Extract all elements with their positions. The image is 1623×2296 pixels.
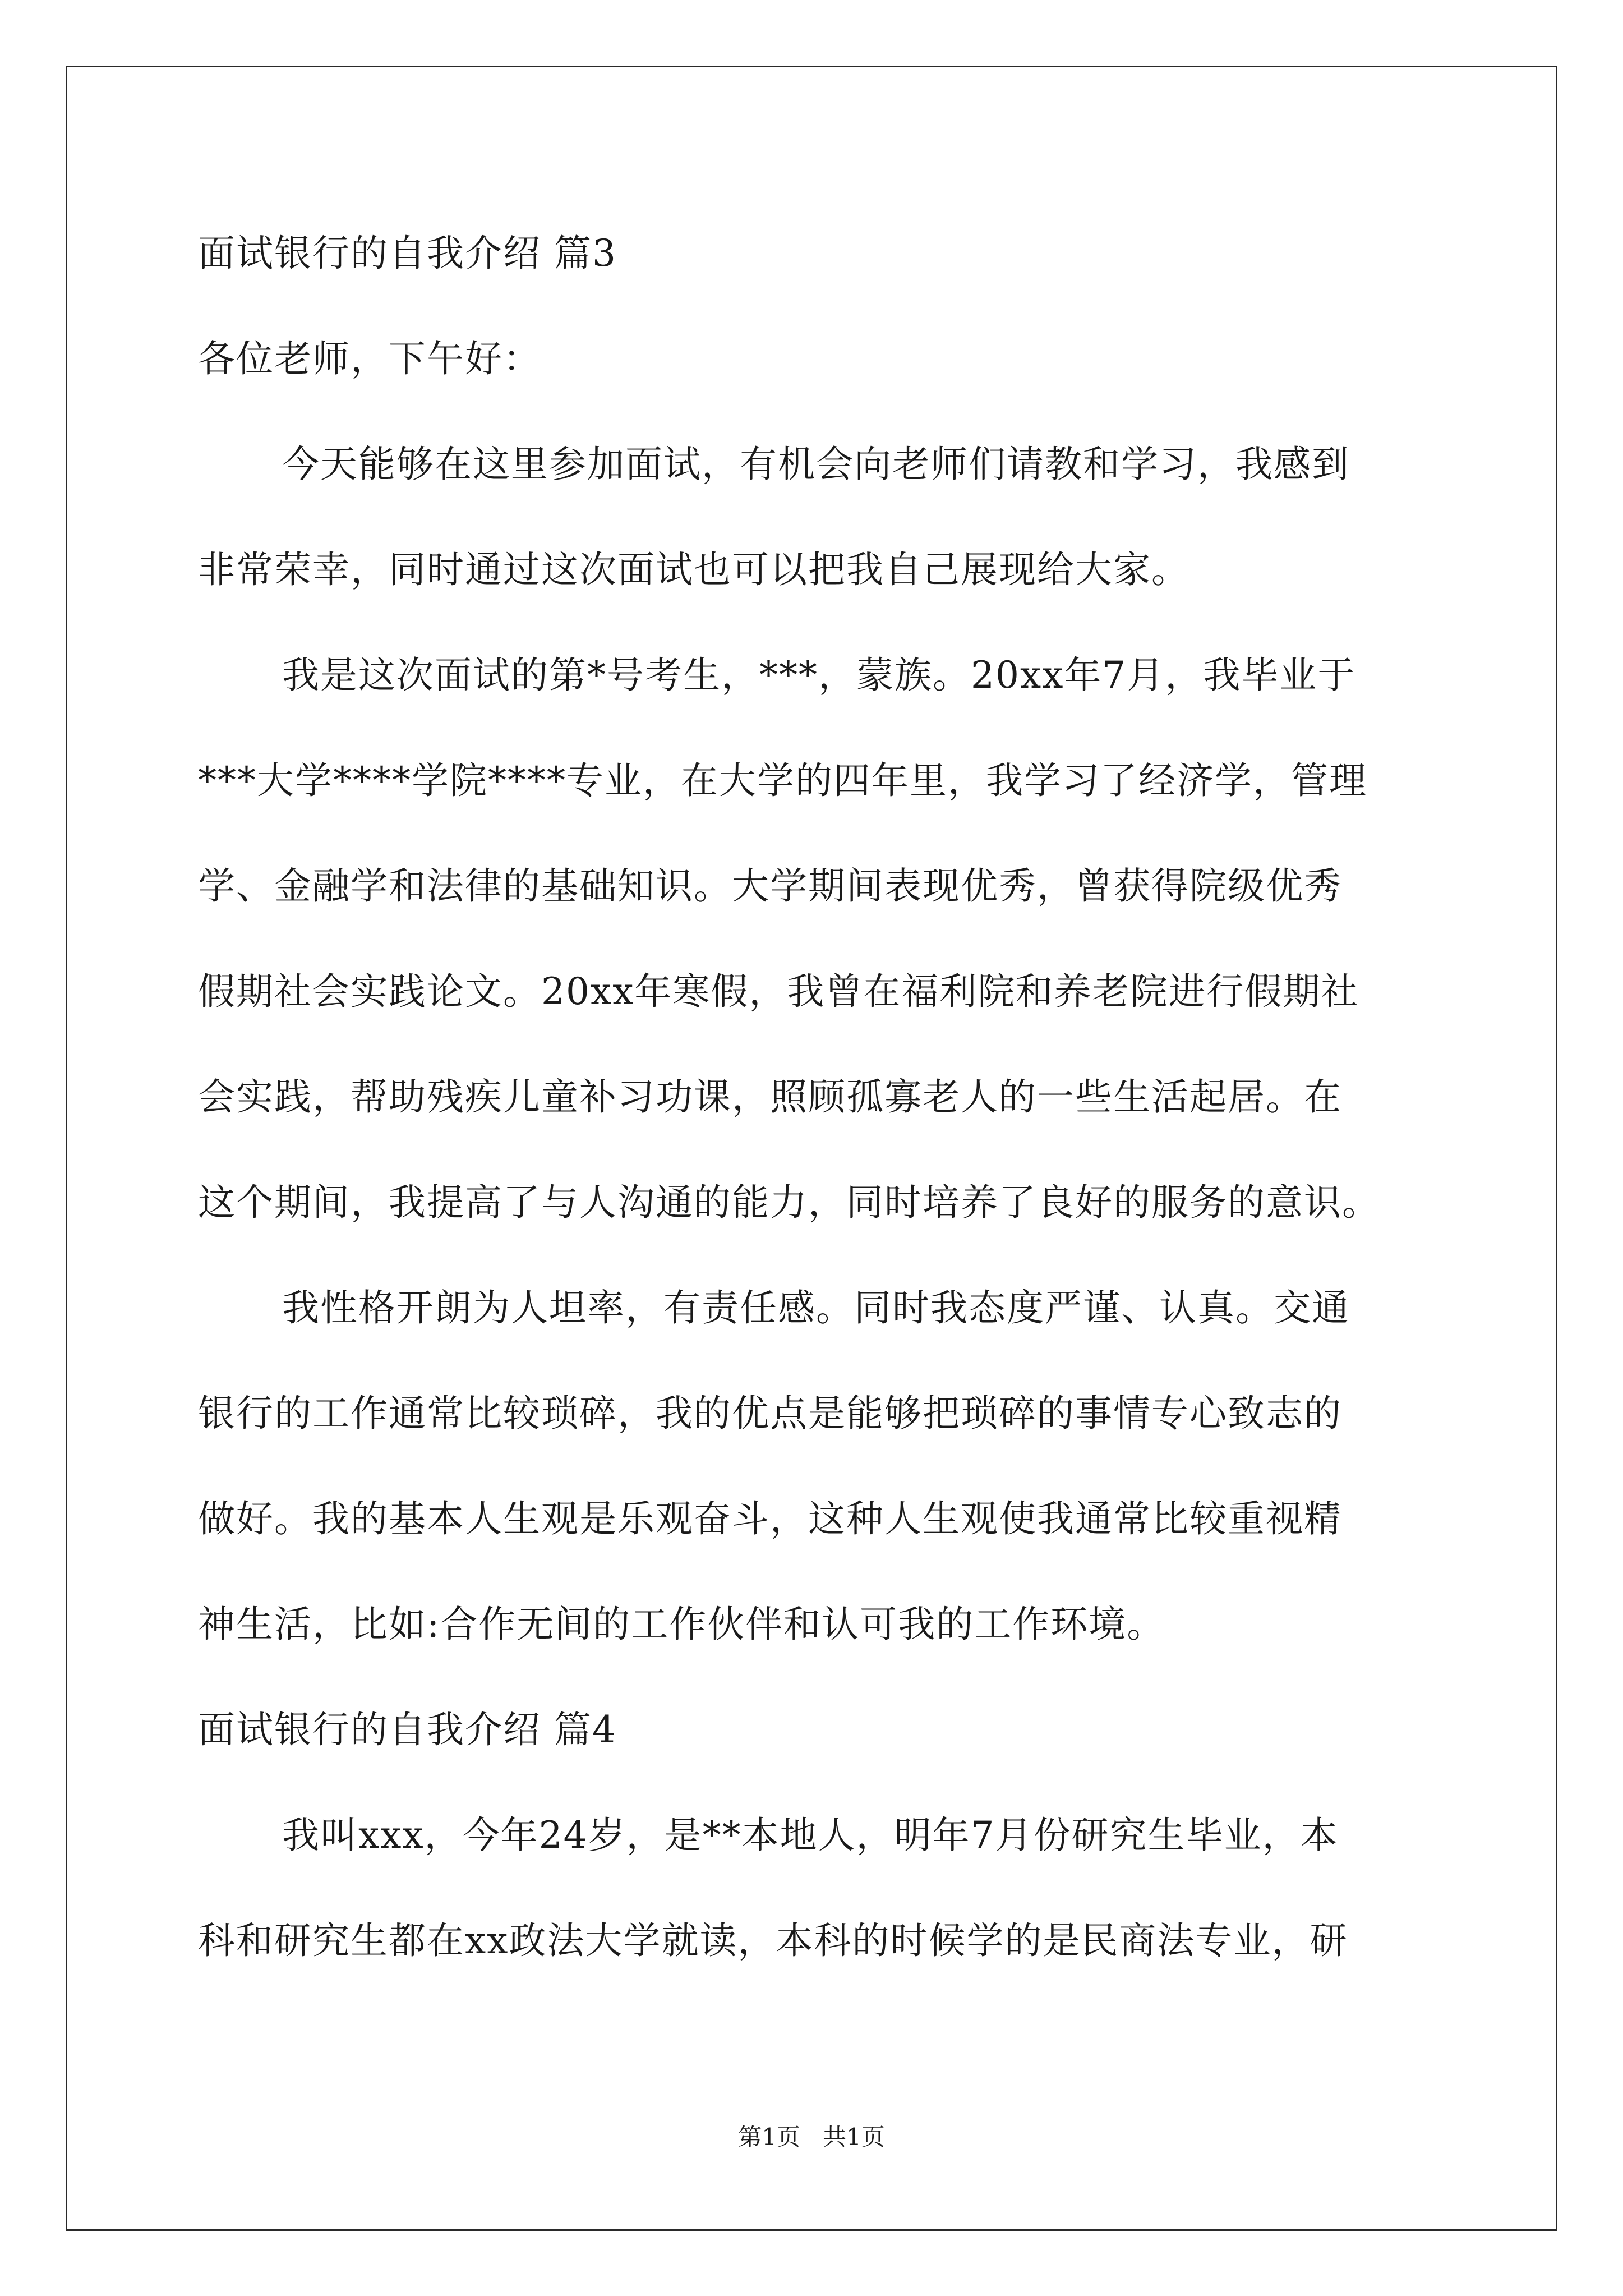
page-border: [66, 66, 1557, 2231]
paragraph-line: 神生活，比如:合作无间的工作伙伴和认可我的工作环境。: [198, 1603, 1165, 1646]
page-number: 第1页: [738, 2123, 800, 2151]
paragraph-line: 非常荣幸，同时通过这次面试也可以把我自己展现给大家。: [198, 548, 1189, 591]
paragraph-line: 假期社会实践论文。20xx年寒假，我曾在福利院和养老院进行假期社: [198, 970, 1359, 1013]
paragraph-line: 银行的工作通常比较琐碎，我的优点是能够把琐碎的事情专心致志的: [198, 1392, 1342, 1435]
paragraph-line: 今天能够在这里参加面试，有机会向老师们请教和学习，我感到: [282, 443, 1350, 486]
paragraph-line: 会实践，帮助残疾儿童补习功课，照顾孤寡老人的一些生活起居。在: [198, 1075, 1342, 1119]
section-heading-3: 面试银行的自我介绍 篇3: [198, 232, 617, 275]
page-total: 共1页: [823, 2123, 885, 2151]
paragraph-line: ***大学****学院****专业，在大学的四年里，我学习了经济学，管理: [198, 759, 1367, 802]
section-heading-4: 面试银行的自我介绍 篇4: [198, 1708, 617, 1751]
paragraph-line: 科和研究生都在xx政法大学就读，本科的时候学的是民商法专业，研: [198, 1919, 1348, 1962]
paragraph-line: 这个期间，我提高了与人沟通的能力，同时培养了良好的服务的意识。: [198, 1181, 1380, 1224]
page-footer: [0, 2122, 1623, 2152]
paragraph-line: 我性格开朗为人坦率，有责任感。同时我态度严谨、认真。交通: [282, 1286, 1350, 1329]
salutation: 各位老师，下午好：: [198, 337, 541, 380]
paragraph-line: 做好。我的基本人生观是乐观奋斗，这种人生观使我通常比较重视精: [198, 1497, 1342, 1540]
paragraph-line: 我是这次面试的第*号考生，***，蒙族。20xx年7月，我毕业于: [282, 654, 1356, 697]
paragraph-line: 我叫xxx，今年24岁，是**本地人，明年7月份研究生毕业，本: [282, 1814, 1339, 1857]
paragraph-line: 学、金融学和法律的基础知识。大学期间表现优秀，曾获得院级优秀: [198, 864, 1342, 908]
